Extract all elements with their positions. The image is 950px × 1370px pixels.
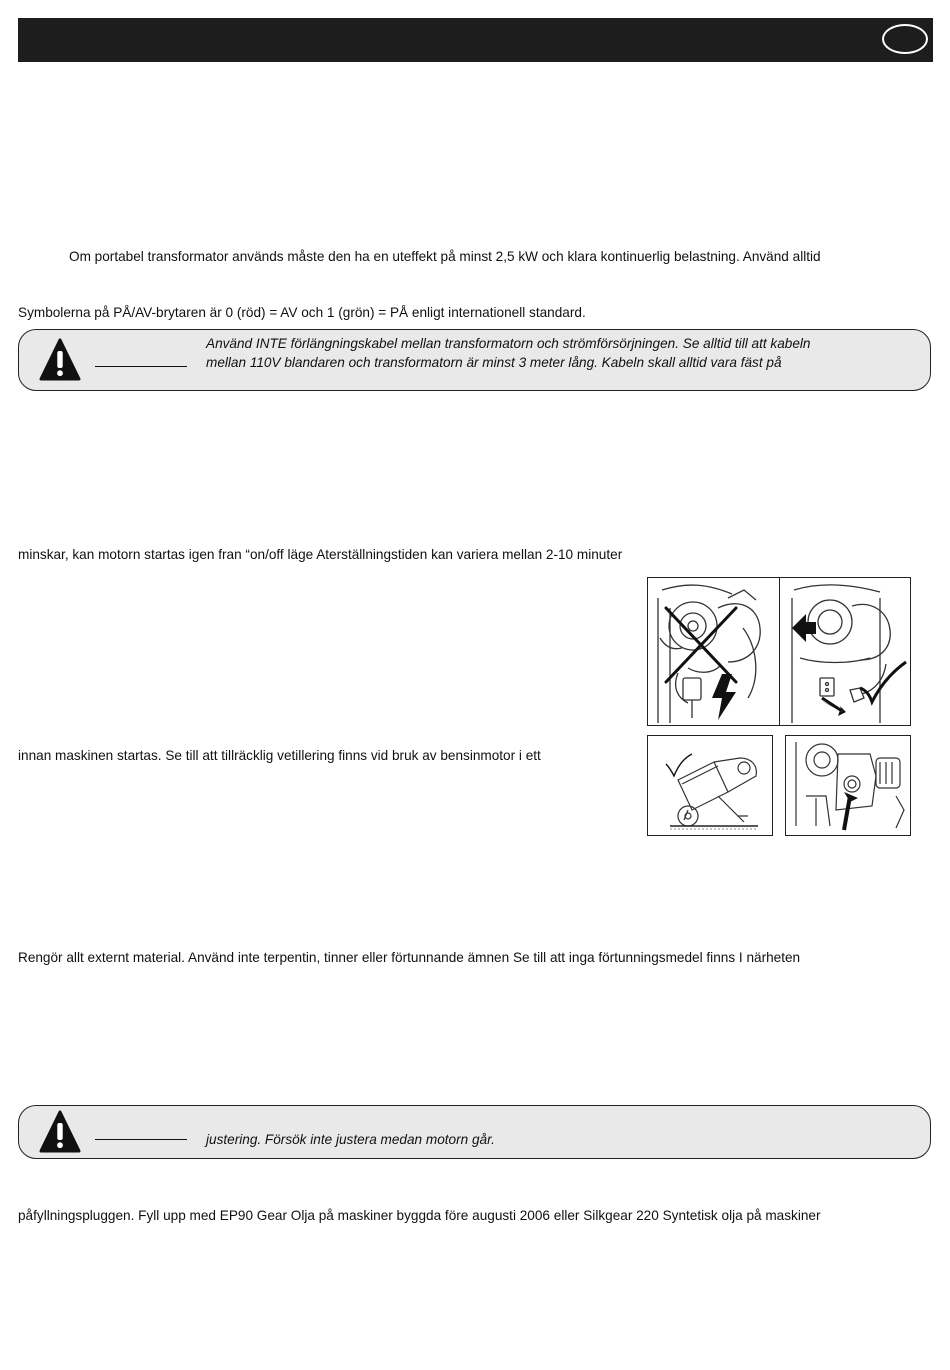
header-bar [18,18,933,62]
warning-box-extension-cable [18,329,931,391]
warning-text-line-2: mellan 110V blandaren och transformatorn är minst 3 meter lång. Kabeln skall alltid vara fäst på [206,355,782,370]
illustration-unplug-wrong [647,577,780,726]
arrow-icon [844,792,858,802]
language-badge [882,24,928,54]
illustration-mixer-level [647,735,773,836]
warning-box-adjustment [18,1105,931,1159]
lightning-icon [712,674,736,720]
paragraph-cleaning: Rengör allt externt material. Använd inte terpentin, tinner eller förtunnande ämnen Se till att inga förtunningsmedel finns I närheten [18,950,801,965]
paragraph-reset: minskar, kan motorn startas igen fran “on/off läge Aterställningstiden kan variera mellan 2-10 minuter [18,547,623,562]
exclamation-triangle-icon [39,1110,81,1154]
paragraph-symbols: Symbolerna på PÅ/AV-brytaren är 0 (röd) = AV och 1 (grön) = PÅ enligt internationell standard. [18,305,586,320]
warning-text-line-1: justering. Försök inte justera medan motorn går. [206,1132,495,1147]
check-mark-icon [666,754,692,776]
warning-label-rule [95,366,187,367]
paragraph-transformer: Om portabel transformator används måste den ha en uteffekt på minst 2,5 kW och klara kontinuerlig belastning. Använd alltid [69,249,821,264]
cross-mark-icon [666,608,736,682]
illustration-unplug-right [779,577,911,726]
check-mark-icon [860,662,906,702]
arrow-icon [792,614,816,642]
paragraph-ventilation: innan maskinen startas. Se till att tillräcklig vetillering finns vid bruk av bensinmotor i ett [18,748,541,763]
paragraph-oil: påfyllningspluggen. Fyll upp med EP90 Gear Olja på maskiner byggda före augusti 2006 eller Silkgear 220 Syntetisk olja på maskiner [18,1208,821,1223]
warning-label-rule [95,1139,187,1140]
exclamation-triangle-icon [39,338,81,382]
warning-text-line-1: Använd INTE förlängningskabel mellan transformatorn och strömförsörjningen. Se alltid till att kabeln [206,336,811,351]
illustration-switch [785,735,911,836]
